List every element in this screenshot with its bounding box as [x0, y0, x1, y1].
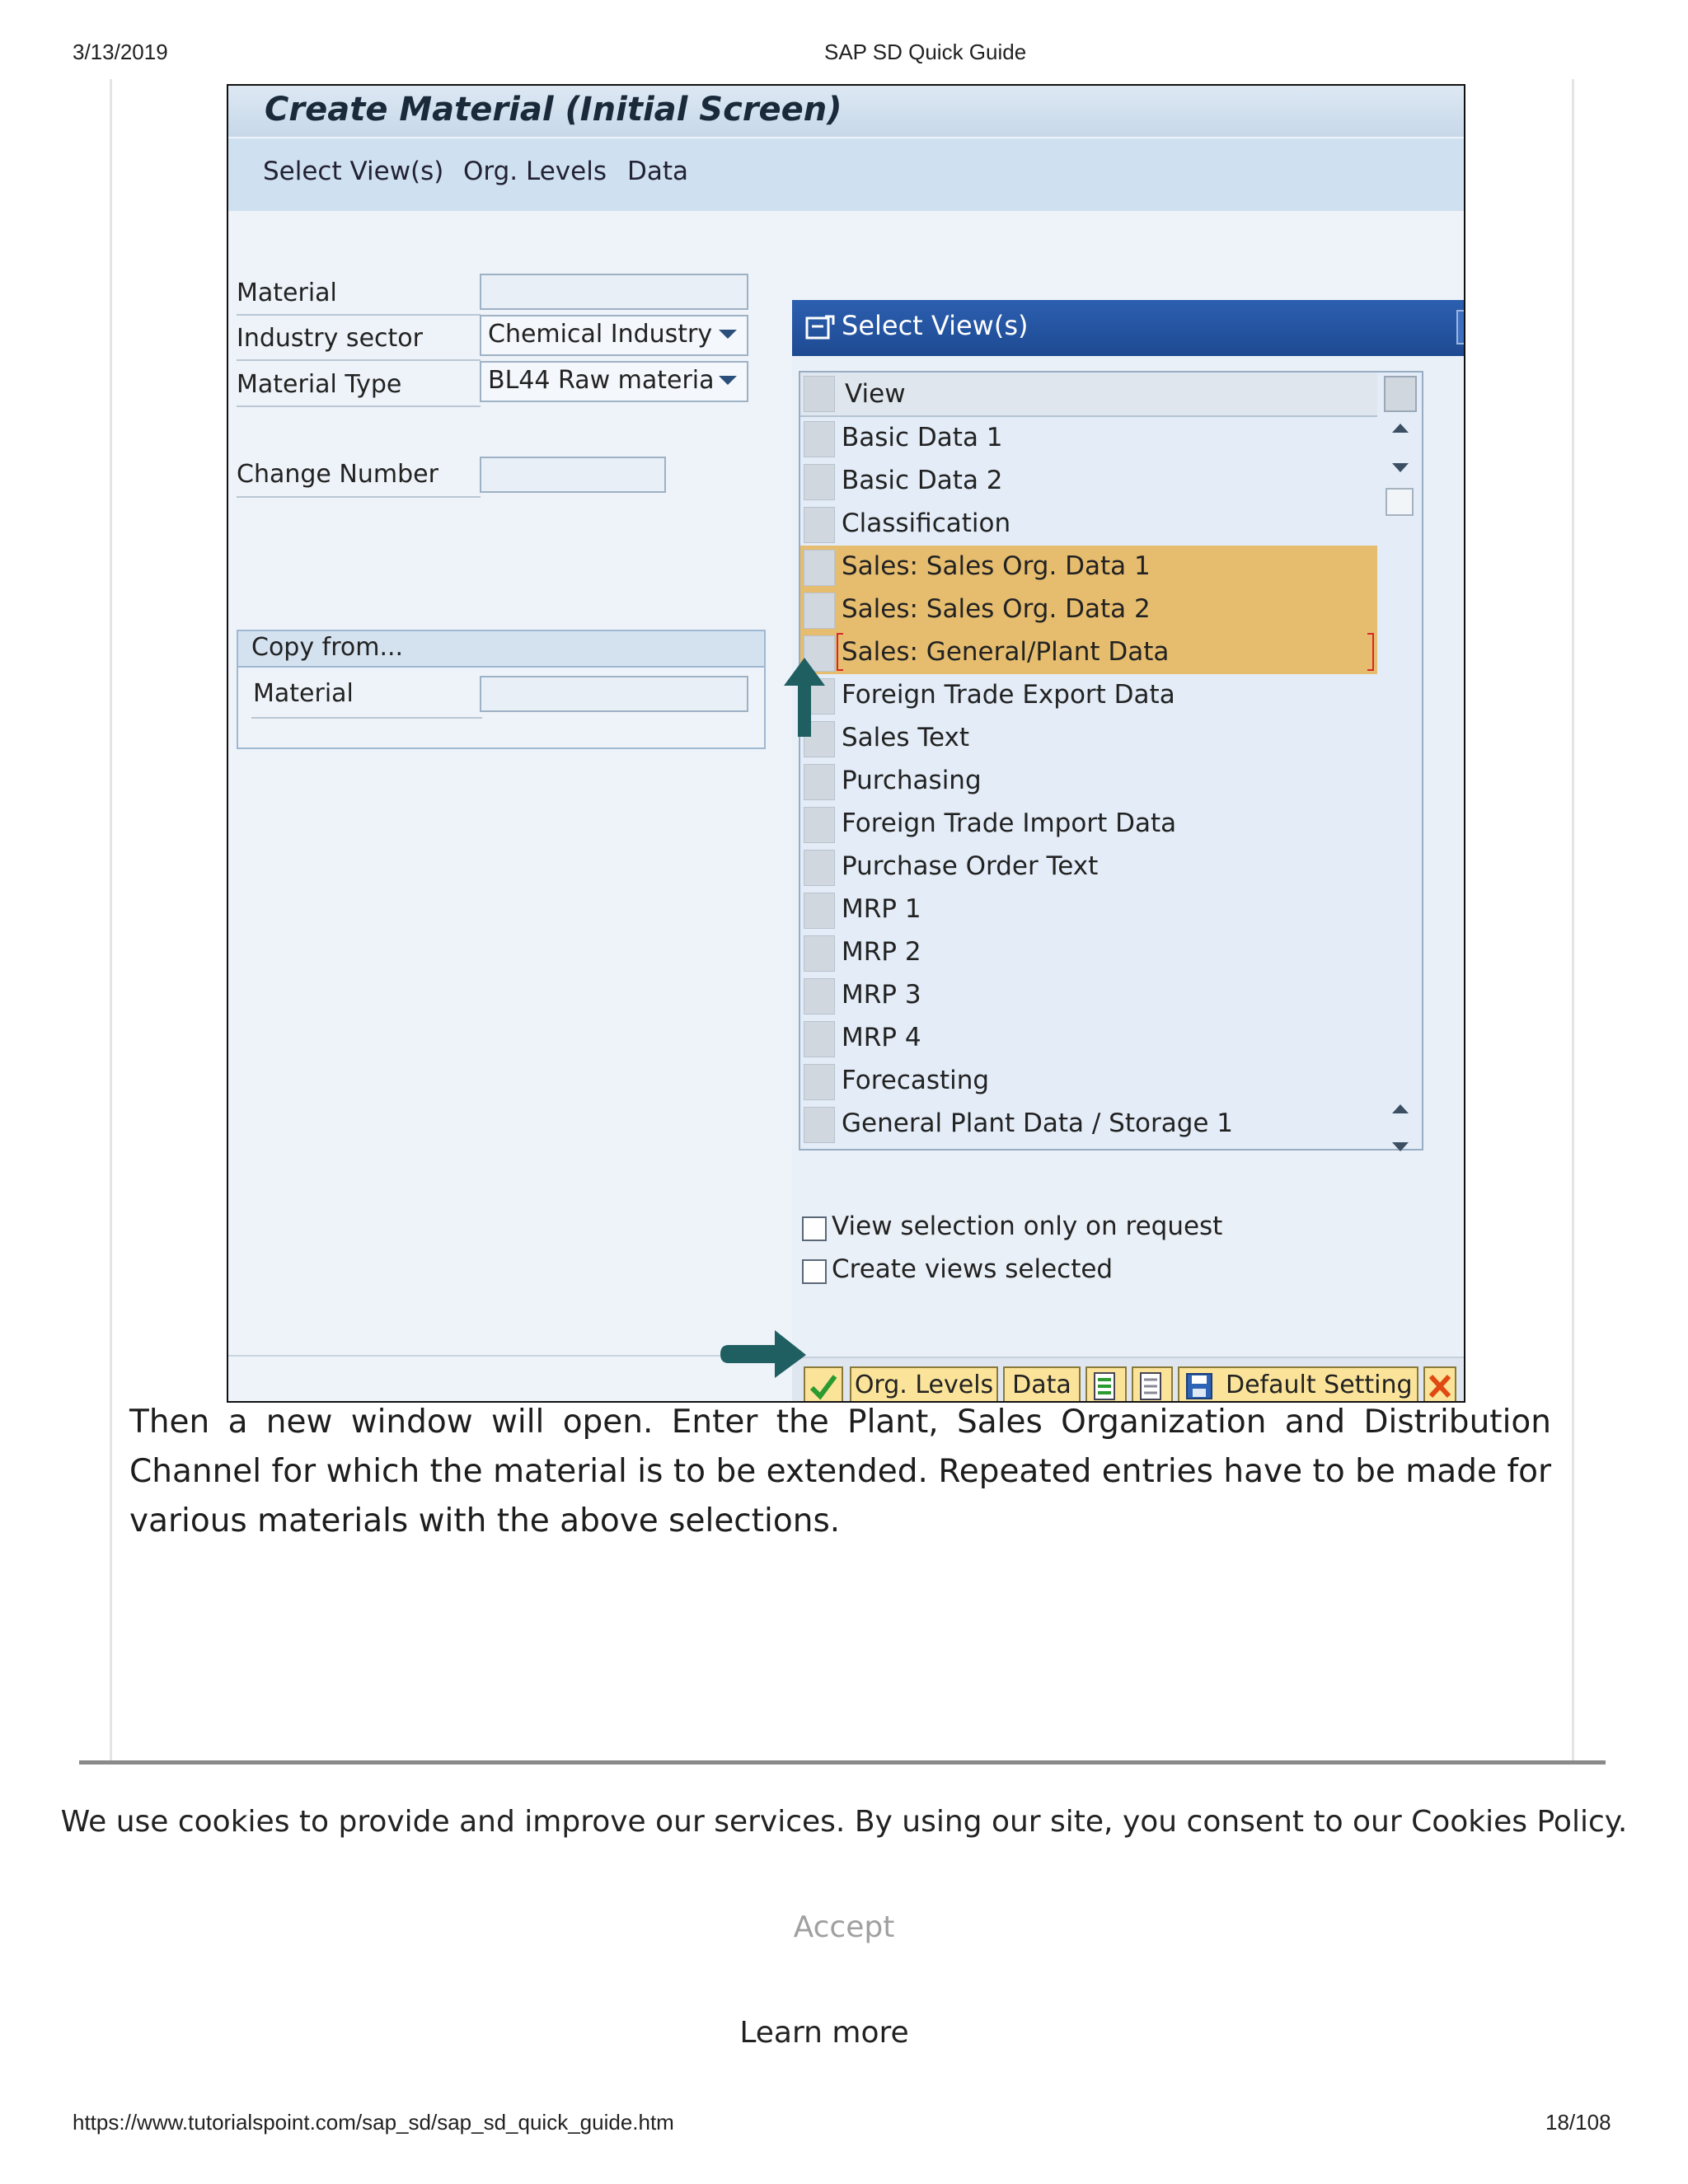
print-url: https://www.tutorialspoint.com/sap_sd/sap_sd_quick_guide.htm — [73, 2110, 674, 2135]
row-selector[interactable] — [804, 978, 835, 1015]
view-row[interactable] — [800, 760, 1377, 803]
content-border-right — [1572, 79, 1574, 1760]
view-name: Basic Data 2 — [842, 466, 1003, 495]
view-name: Forecasting — [842, 1066, 990, 1095]
default-setting-label: Default Setting — [1226, 1371, 1413, 1399]
print-title: SAP SD Quick Guide — [824, 40, 1027, 64]
row-selector[interactable] — [804, 507, 835, 543]
view-row[interactable] — [800, 974, 1377, 1017]
header-scroll-corner — [1384, 376, 1417, 412]
row-selector[interactable] — [804, 593, 835, 629]
scroll-page-up-icon[interactable] — [1392, 1104, 1409, 1113]
view-row-selected[interactable] — [800, 588, 1377, 631]
industry-sector-value: Chemical Industry — [488, 320, 713, 349]
copy-material-input[interactable] — [480, 676, 748, 712]
view-name: MRP 1 — [842, 894, 921, 924]
cookie-banner-text: We use cookies to provide and improve our services. By using our site, you consent to our Cookies Policy. — [60, 1805, 1628, 1839]
material-type-label: Material Type — [237, 370, 402, 399]
org-levels-button[interactable]: Org. Levels — [850, 1366, 998, 1403]
copy-material-label: Material — [253, 679, 354, 708]
row-selector[interactable] — [804, 850, 835, 886]
view-name: MRP 4 — [842, 1023, 921, 1052]
row-selector[interactable] — [804, 764, 835, 800]
material-input[interactable] — [480, 274, 748, 310]
row-selector[interactable] — [804, 550, 835, 586]
view-name: Purchasing — [842, 766, 982, 795]
views-scrollbar[interactable] — [1379, 417, 1422, 1146]
view-row[interactable] — [800, 1060, 1377, 1103]
menu-org-levels[interactable]: Org. Levels — [463, 157, 607, 186]
view-name: MRP 3 — [842, 980, 921, 1010]
chevron-down-icon — [719, 330, 737, 339]
view-name: Sales Text — [842, 723, 970, 752]
view-name: MRP 2 — [842, 937, 921, 967]
print-date: 3/13/2019 — [73, 40, 168, 64]
chevron-down-icon — [719, 376, 737, 385]
view-row[interactable] — [800, 1103, 1377, 1146]
view-row-selected[interactable] — [800, 546, 1377, 588]
material-type-select[interactable] — [480, 361, 748, 402]
copy-from-header — [238, 631, 764, 668]
view-row[interactable] — [800, 674, 1377, 717]
industry-sector-label: Industry sector — [237, 324, 423, 353]
view-name: Sales: Sales Org. Data 1 — [842, 551, 1151, 581]
body-paragraph: Then a new window will open. Enter the Plant, Sales Organization and Distribution Channel for which the material is to be extended. Repeated entries have to be made for various materials with the above selections. — [129, 1404, 1551, 1540]
view-name: Basic Data 1 — [842, 423, 1003, 452]
field-separator — [237, 405, 481, 407]
scroll-up-icon[interactable] — [1392, 424, 1409, 433]
row-selector[interactable] — [804, 807, 835, 843]
row-selector[interactable] — [804, 464, 835, 500]
annotation-arrow-up-icon — [784, 658, 825, 737]
view-row[interactable] — [800, 503, 1377, 546]
content-border-left — [110, 79, 112, 1760]
annotation-arrow-right-icon — [717, 1327, 806, 1380]
row-selector[interactable] — [804, 1107, 835, 1143]
focus-bracket — [837, 633, 843, 671]
sap-menu-bar — [228, 138, 1465, 211]
view-selection-on-request-checkbox[interactable] — [802, 1216, 827, 1241]
change-number-label: Change Number — [237, 460, 438, 489]
field-separator — [237, 359, 481, 361]
view-row-selected[interactable] — [800, 631, 1377, 674]
content-bottom-rule — [79, 1760, 1606, 1765]
view-name: Foreign Trade Export Data — [842, 680, 1175, 710]
accept-cookies-button[interactable]: Accept — [793, 1910, 895, 1944]
select-views-dialog — [792, 300, 1465, 1403]
views-column-header — [800, 373, 1377, 417]
view-name: Foreign Trade Import Data — [842, 808, 1177, 838]
dialog-title: Select View(s) — [842, 310, 1029, 341]
view-row[interactable] — [800, 717, 1377, 760]
view-name: Sales: Sales Org. Data 2 — [842, 594, 1151, 624]
view-selection-on-request-label: View selection only on request — [832, 1212, 1223, 1241]
view-row[interactable] — [800, 1017, 1377, 1060]
dialog-window-icon — [805, 313, 835, 343]
row-selector[interactable] — [804, 1064, 835, 1100]
copy-from-title: Copy from... — [251, 633, 404, 662]
row-selector[interactable] — [804, 1021, 835, 1057]
dialog-close-button[interactable] — [1456, 310, 1465, 344]
row-selector[interactable] — [804, 421, 835, 457]
save-icon — [1184, 1371, 1214, 1401]
view-row[interactable] — [800, 931, 1377, 974]
data-button[interactable]: Data — [1003, 1366, 1081, 1403]
print-page-number: 18/108 — [1545, 2110, 1611, 2135]
material-label: Material — [237, 279, 337, 307]
dialog-title-bar — [792, 300, 1465, 356]
focus-bracket — [1367, 633, 1374, 671]
row-selector[interactable] — [804, 935, 835, 972]
views-column-title: View — [845, 379, 906, 409]
view-row[interactable] — [800, 888, 1377, 931]
scroll-page-down-icon[interactable] — [1392, 1142, 1409, 1151]
change-number-input[interactable] — [480, 457, 666, 493]
row-selector[interactable] — [804, 893, 835, 929]
view-name: Sales: General/Plant Data — [842, 637, 1170, 667]
create-views-selected-checkbox[interactable] — [802, 1259, 827, 1284]
view-row[interactable] — [800, 460, 1377, 503]
sap-title-bar — [228, 86, 1465, 137]
copy-from-group — [237, 630, 766, 749]
scroll-down-icon[interactable] — [1392, 463, 1409, 472]
material-type-value: BL44 Raw materia — [488, 366, 715, 395]
close-icon — [1458, 312, 1465, 343]
scroll-thumb[interactable] — [1386, 488, 1414, 516]
field-separator — [237, 496, 481, 498]
menu-select-views[interactable]: Select View(s) — [263, 157, 444, 186]
field-separator — [251, 717, 482, 719]
header-select-cell — [804, 376, 835, 412]
industry-sector-select[interactable] — [480, 315, 748, 356]
dialog-button-bar — [792, 1357, 1465, 1403]
view-row[interactable] — [800, 417, 1377, 460]
field-separator — [237, 314, 481, 316]
views-table — [799, 371, 1423, 1151]
sap-screenshot — [227, 84, 1465, 1403]
create-views-selected-label: Create views selected — [832, 1254, 1114, 1284]
menu-data[interactable]: Data — [627, 157, 689, 186]
view-name: Classification — [842, 509, 1011, 538]
view-name: Purchase Order Text — [842, 851, 1099, 881]
view-name: General Plant Data / Storage 1 — [842, 1108, 1234, 1138]
view-row[interactable] — [800, 846, 1377, 888]
sap-screen-title: Create Material (Initial Screen) — [265, 91, 842, 129]
view-row[interactable] — [800, 803, 1377, 846]
learn-more-link[interactable]: Learn more — [739, 2016, 909, 2050]
